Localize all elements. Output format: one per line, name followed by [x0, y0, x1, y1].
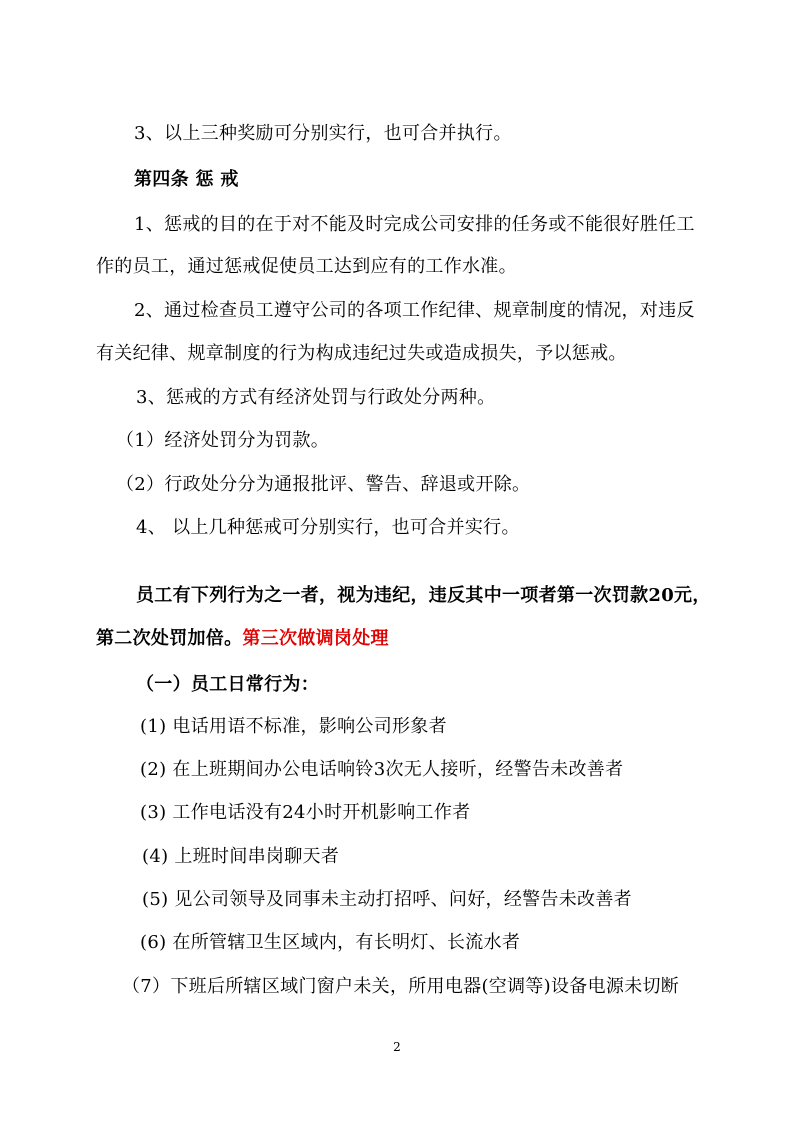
behavior-item-5: (5) 见公司领导及同事未主动打招呼、问好，经警告未改善者: [142, 889, 632, 910]
behavior-item-3: (3) 工作电话没有24小时开机影响工作者: [140, 802, 471, 823]
paragraph-2-line-1: 2、通过检查员工遵守公司的各项工作纪律、规章制度的情况，对违反: [134, 300, 695, 321]
paragraph-2-line-2: 有关纪律、规章制度的行为构成违纪过失或造成损失，予以惩戒。: [96, 343, 627, 364]
violation-rule-double-penalty: 第二次处罚加倍。: [96, 628, 243, 649]
daily-behavior-heading: （一）员工日常行为：: [136, 674, 319, 695]
page-number: 2: [393, 1040, 401, 1054]
behavior-item-6: (6) 在所管辖卫生区域内，有长明灯、长流水者: [140, 932, 521, 953]
behavior-item-7: （7）下班后所辖区域门窗户未关，所用电器(空调等)设备电源未切断: [122, 976, 680, 997]
violation-rule-line-2: [96, 628, 389, 650]
violation-rule-line-1: 员工有下列行为之一者，视为违纪，违反其中一项者第一次罚款20元，: [136, 585, 711, 606]
paragraph-1-line-1: 1、惩戒的目的在于对不能及时完成公司安排的任务或不能很好胜任工: [134, 214, 695, 235]
behavior-item-2: (2) 在上班期间办公电话响铃3次无人接听，经警告未改善者: [140, 759, 624, 780]
sub-item-1: （1）经济处罚分为罚款。: [116, 430, 330, 451]
paragraph-3: 3、惩戒的方式有经济处罚与行政处分两种。: [136, 387, 496, 408]
reward-note-3: 3、以上三种奖励可分别实行，也可合并执行。: [134, 123, 512, 144]
section-heading-article-4: 第四条 惩 戒: [134, 169, 239, 190]
paragraph-1-line-2: 作的员工，通过惩戒促使员工达到应有的工作水准。: [96, 256, 517, 277]
violation-rule-reassignment: 第三次做调岗处理: [242, 628, 389, 649]
sub-item-2: （2）行政处分分为通报批评、警告、辞退或开除。: [116, 474, 531, 495]
paragraph-4: 4、 以上几种惩戒可分别实行，也可合并实行。: [136, 517, 520, 538]
behavior-item-1: (1) 电话用语不标准，影响公司形象者: [140, 716, 447, 737]
behavior-item-4: (4) 上班时间串岗聊天者: [142, 846, 340, 867]
